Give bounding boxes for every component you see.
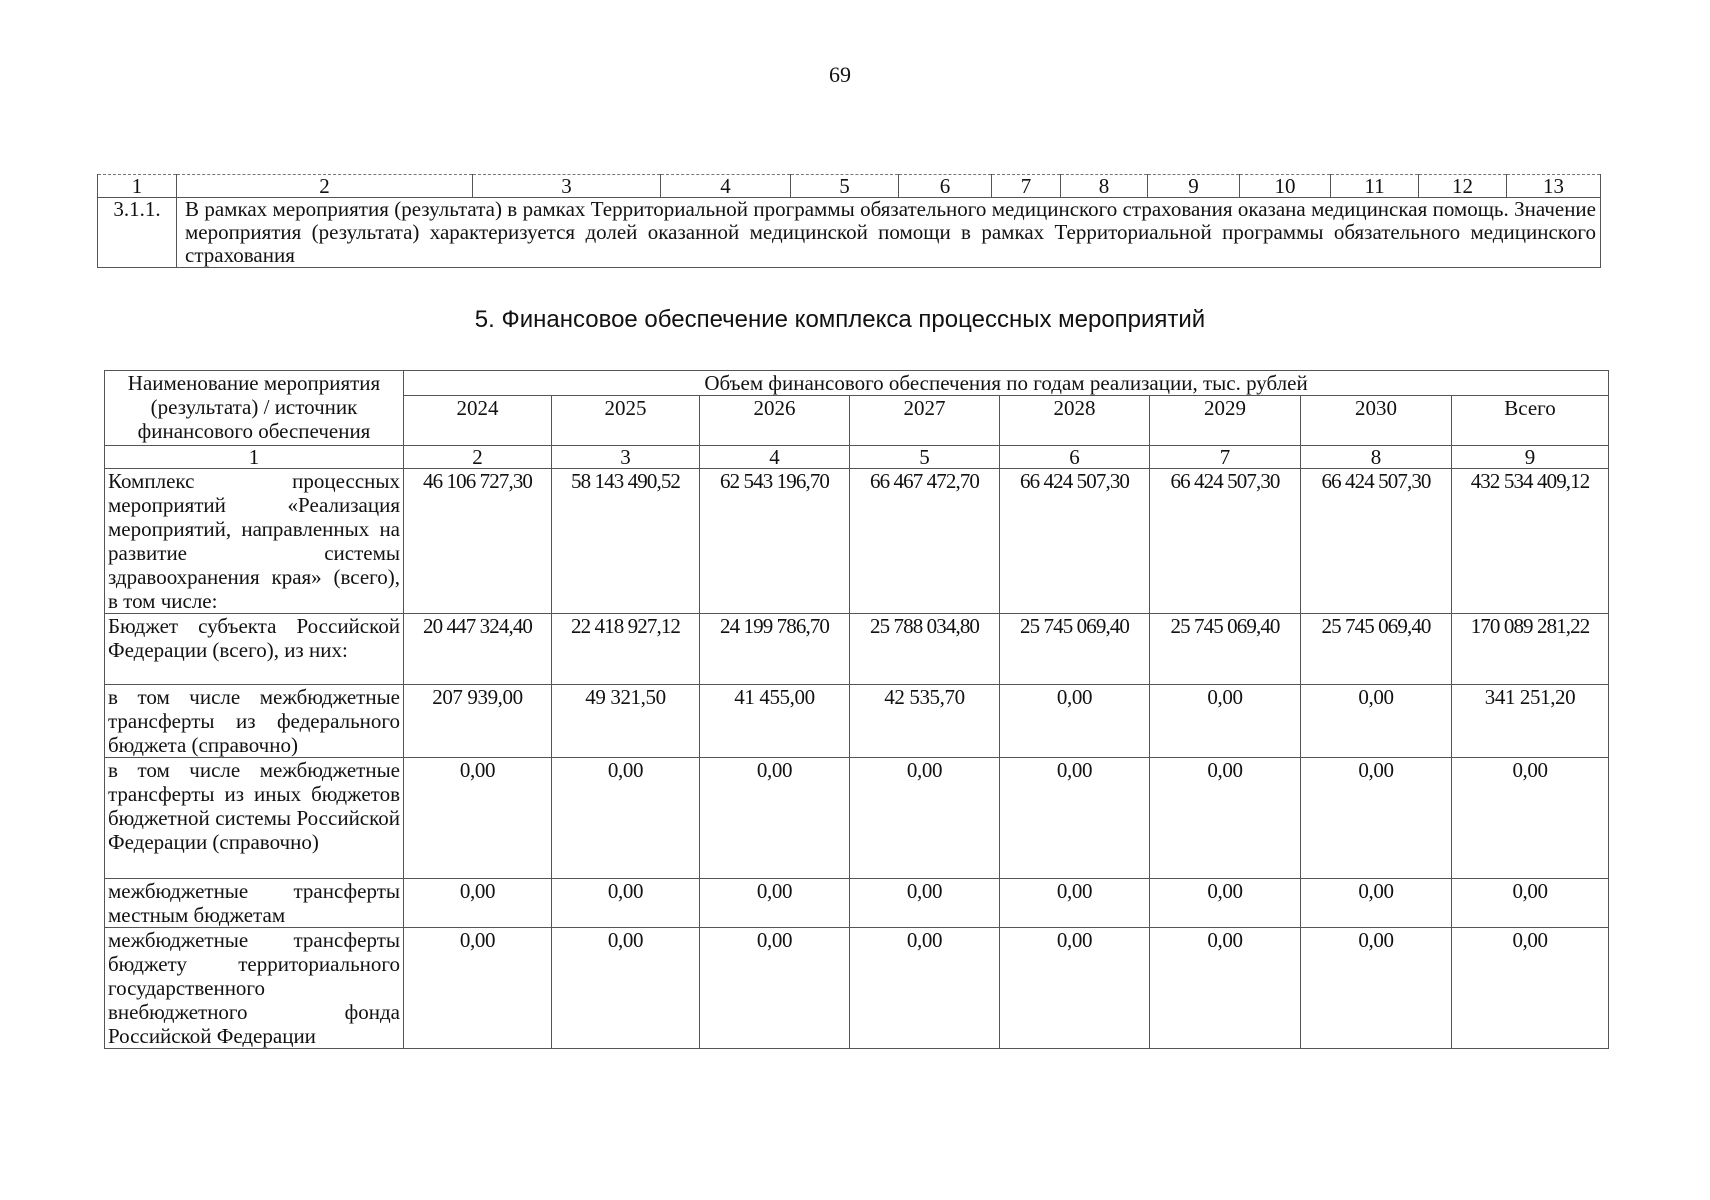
column-number: 11 bbox=[1331, 175, 1419, 198]
value-cell: 0,00 bbox=[700, 758, 850, 879]
value-cell: 0,00 bbox=[850, 879, 1000, 928]
value-cell: 0,00 bbox=[850, 928, 1000, 1049]
value-cell: 207 939,00 bbox=[404, 685, 552, 758]
table-row bbox=[105, 469, 1609, 614]
year-header: 2030 bbox=[1301, 396, 1452, 446]
value-cell: 0,00 bbox=[552, 758, 700, 879]
value-cell: 66 424 507,30 bbox=[1301, 469, 1452, 614]
column-number: 10 bbox=[1240, 175, 1331, 198]
column-index: 1 bbox=[105, 446, 404, 469]
value-cell: 0,00 bbox=[404, 928, 552, 1049]
column-index: 7 bbox=[1150, 446, 1301, 469]
value-cell: 66 424 507,30 bbox=[1150, 469, 1301, 614]
row-name: межбюджетные трансферты бюджету территориального государственного внебюджетного фонда Российской Федерации bbox=[105, 928, 404, 1049]
value-cell: 0,00 bbox=[1000, 928, 1150, 1049]
column-number: 3 bbox=[473, 175, 661, 198]
column-index: 9 bbox=[1452, 446, 1609, 469]
page-number: 69 bbox=[829, 62, 851, 87]
total-cell: 341 251,20 bbox=[1452, 685, 1609, 758]
value-cell: 0,00 bbox=[1150, 685, 1301, 758]
column-index: 6 bbox=[1000, 446, 1150, 469]
value-cell: 0,00 bbox=[700, 879, 850, 928]
total-header: Всего bbox=[1452, 396, 1609, 446]
row-name: Бюджет субъекта Российской Федерации (всего), из них: bbox=[105, 614, 404, 685]
value-cell: 58 143 490,52 bbox=[552, 469, 700, 614]
table-row bbox=[105, 758, 1609, 879]
value-cell: 25 745 069,40 bbox=[1301, 614, 1452, 685]
value-cell: 0,00 bbox=[552, 879, 700, 928]
value-cell: 0,00 bbox=[1000, 879, 1150, 928]
column-number: 9 bbox=[1148, 175, 1240, 198]
total-cell: 0,00 bbox=[1452, 758, 1609, 879]
column-index: 5 bbox=[850, 446, 1000, 469]
table-row bbox=[105, 614, 1609, 685]
section-title: 5. Финансовое обеспечение комплекса процессных мероприятий bbox=[474, 306, 1206, 333]
value-cell: 49 321,50 bbox=[552, 685, 700, 758]
column-number: 1 bbox=[98, 175, 177, 198]
value-cell: 25 745 069,40 bbox=[1000, 614, 1150, 685]
result-code: 3.1.1. bbox=[98, 198, 177, 268]
value-cell: 0,00 bbox=[404, 758, 552, 879]
total-cell: 0,00 bbox=[1452, 928, 1609, 1049]
value-cell: 66 424 507,30 bbox=[1000, 469, 1150, 614]
column-number-row bbox=[98, 175, 1601, 198]
year-header: 2027 bbox=[850, 396, 1000, 446]
value-cell: 25 745 069,40 bbox=[1150, 614, 1301, 685]
year-header: 2028 bbox=[1000, 396, 1150, 446]
column-index: 8 bbox=[1301, 446, 1452, 469]
header-volume-cell: Объем финансового обеспечения по годам реализации, тыс. рублей bbox=[404, 371, 1609, 396]
value-cell: 66 467 472,70 bbox=[850, 469, 1000, 614]
value-cell: 62 543 196,70 bbox=[700, 469, 850, 614]
value-cell: 24 199 786,70 bbox=[700, 614, 850, 685]
value-cell: 0,00 bbox=[1150, 758, 1301, 879]
header-name-cell: Наименование мероприятия (результата) / источник финансового обеспечения bbox=[105, 371, 404, 446]
row-name: в том числе межбюджетные трансферты из федерального бюджета (справочно) bbox=[105, 685, 404, 758]
value-cell: 22 418 927,12 bbox=[552, 614, 700, 685]
financing-table bbox=[104, 370, 1609, 1049]
column-number: 5 bbox=[791, 175, 899, 198]
column-number: 4 bbox=[661, 175, 791, 198]
year-header: 2025 bbox=[552, 396, 700, 446]
column-number: 7 bbox=[992, 175, 1061, 198]
value-cell: 46 106 727,30 bbox=[404, 469, 552, 614]
value-cell: 0,00 bbox=[1301, 758, 1452, 879]
results-table-continuation bbox=[97, 174, 1601, 268]
value-cell: 0,00 bbox=[1301, 879, 1452, 928]
value-cell: 0,00 bbox=[1301, 685, 1452, 758]
row-name: Комплекс процессных мероприятий «Реализация мероприятий, направленных на развитие системы здравоохранения края» (всего), в том числе: bbox=[105, 469, 404, 614]
total-cell: 0,00 bbox=[1452, 879, 1609, 928]
value-cell: 41 455,00 bbox=[700, 685, 850, 758]
table-row bbox=[105, 879, 1609, 928]
row-name: межбюджетные трансферты местным бюджетам bbox=[105, 879, 404, 928]
year-header: 2024 bbox=[404, 396, 552, 446]
value-cell: 0,00 bbox=[850, 758, 1000, 879]
value-cell: 0,00 bbox=[404, 879, 552, 928]
column-index: 4 bbox=[700, 446, 850, 469]
column-index: 2 bbox=[404, 446, 552, 469]
value-cell: 0,00 bbox=[1000, 758, 1150, 879]
value-cell: 0,00 bbox=[552, 928, 700, 1049]
total-cell: 432 534 409,12 bbox=[1452, 469, 1609, 614]
header-row bbox=[105, 371, 1609, 396]
value-cell: 0,00 bbox=[1150, 879, 1301, 928]
value-cell: 42 535,70 bbox=[850, 685, 1000, 758]
value-cell: 0,00 bbox=[1000, 685, 1150, 758]
total-cell: 170 089 281,22 bbox=[1452, 614, 1609, 685]
column-number: 8 bbox=[1061, 175, 1148, 198]
value-cell: 0,00 bbox=[1150, 928, 1301, 1049]
value-cell: 0,00 bbox=[700, 928, 850, 1049]
row-name: в том числе межбюджетные трансферты из иных бюджетов бюджетной системы Российской Федерации (справочно) bbox=[105, 758, 404, 879]
column-index: 3 bbox=[552, 446, 700, 469]
value-cell: 0,00 bbox=[1301, 928, 1452, 1049]
value-cell: 25 788 034,80 bbox=[850, 614, 1000, 685]
year-header: 2026 bbox=[700, 396, 850, 446]
column-number: 13 bbox=[1507, 175, 1601, 198]
result-description: В рамках мероприятия (результата) в рамках Территориальной программы обязательного медицинского страхования оказана медицинская помощь. Значение мероприятия (результата) характеризуется долей оказанной медицинской помощи в рамках Территориальной программы обязательного медицинского страхования bbox=[177, 198, 1601, 268]
result-row bbox=[98, 198, 1601, 268]
column-number: 6 bbox=[899, 175, 992, 198]
column-number: 12 bbox=[1419, 175, 1507, 198]
value-cell: 20 447 324,40 bbox=[404, 614, 552, 685]
column-index-row bbox=[105, 446, 1609, 469]
column-number: 2 bbox=[177, 175, 473, 198]
year-header: 2029 bbox=[1150, 396, 1301, 446]
table-row bbox=[105, 685, 1609, 758]
table-row bbox=[105, 928, 1609, 1049]
